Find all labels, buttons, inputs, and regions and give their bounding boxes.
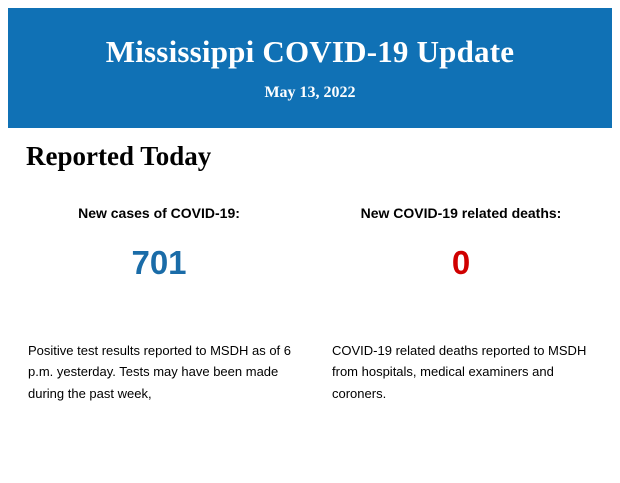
header-banner (8, 8, 612, 128)
stat-value-new-cases: 701 (131, 244, 187, 281)
note-new-cases (8, 340, 310, 404)
stat-label-new-cases: New cases of COVID-19: (78, 205, 240, 221)
stats-row (8, 205, 612, 279)
notes-row (8, 340, 612, 404)
note-new-deaths (310, 340, 612, 404)
note-text-new-deaths: COVID-19 related deaths reported to MSDH from hospitals, medical examiners and coroners. (332, 343, 587, 401)
note-text-new-cases: Positive test results reported to MSDH as of 6 p.m. yesterday. Tests may have been made during the past week, (28, 343, 291, 401)
stat-value-new-deaths: 0 (451, 244, 471, 281)
stat-label-new-deaths: New COVID-19 related deaths: (360, 205, 562, 221)
stat-new-cases (8, 205, 310, 279)
stat-new-deaths (310, 205, 612, 279)
report-date: May 13, 2022 (264, 84, 356, 101)
page-title: Mississippi COVID-19 Update (105, 34, 515, 69)
section-title-reported-today: Reported Today (26, 141, 212, 171)
